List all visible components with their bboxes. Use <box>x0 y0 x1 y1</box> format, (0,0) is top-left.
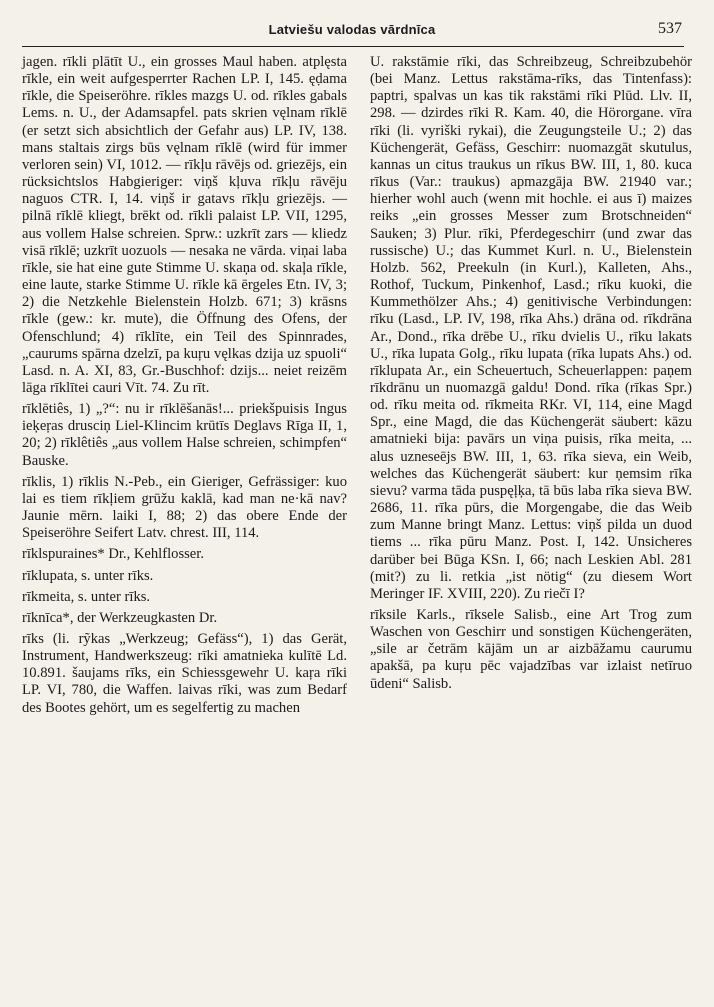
running-title: Latviešu valodas vārdnīca <box>268 22 436 37</box>
page-header <box>22 18 682 42</box>
dictionary-entry: rīknīca*, der Werkzeugkasten Dr. <box>22 609 218 626</box>
dictionary-entry: rīksile Karls., rīksele Salisb., eine Art Trog zum Waschen von Geschirr und sonstigen Küchengeräten, „sile ar četrām kājām un ar aizbāžamu caurumu apakšā, pa kuŗu pēc vajadzības var izlaist netīruo ūdeni“ Salisb. <box>370 607 692 692</box>
left-column <box>22 54 347 717</box>
dictionary-entry: U. rakstāmie rīki, das Schreibzeug, Schreibzubehör (bei Manz. Lettus rakstāma-rīks, das Tintenfass): paptri, spalvas un kas tik rakstāmi rīki Plūd. Llv. II, 298. — dzirdes rīki R. Kam. 40, die Hörorgane. vīra rīki (li. vyriški rykai), die Zeugungsteile U.; 2) das Küchengerät, Gefäss, Geschirr: nuomazgāt skutulus, kannas un citus traukus un rīkus BW. III, 1, 80. kuca rīkus (Var.: traukus) apmazgāja BW. 21940 var.; hierher wohl auch (wenn mit hochle. ei aus ī) maizes reiks „ein grosses Messer zum Brotschneiden“ Sauken; 3) Plur. rīki, Pferdegeschirr (und zwar das russische) U.; das Kummet Kurl. n. U., Bielenstein Holzb. 562, Preekuln (in Kurl.), Kalleten, Ahs., Rothof, Tuckum, Pinkenhof, Lasd.; rīku kuoki, die Kummethölzer Ahs.; 4) genitivische Verbindungen: rīku (Lasd., LP. IV, 198, rīka Ahs.) drāna od. rīkdrāna Ar., Dond., rīka drēbe U., rīku dvielis U., rīku lakats U., rīka lupata Golg., rīku lupata (rīka lupats Ahs.) od. rīklupata Ar., ein Scheuertuch, Scheuerlappen: paņem rīkdrānu un nuomazgā galdu! Dond. rīka (rīkas Spr.) od. rīku meita od. rīkmeita RKr. VI, 114, eine Magd Spr., eine Magd, die das Küchengerät säubert: kāzu amatnieki bija: pavārs un viņa puisis, rīka meita, ... alus uzneseējs BW. III, 1, 63. rīka sieva, ein Weib, welches das Küchengerät säubert: kur ņemsim rīka sievu? varma tāda puspęļķa, tā būs laba rīka sieva BW. 2686, 11. rīka pūrs, die Morgengabe, die das Weib zum Manne bringt Manz. Lettus: viņš pilda un duod tiems ... rīka pūru Manz. Post. I, 142. Unsicheres darüber bei Būga KSn. I, 66; nach Leskien Abl. 281 (mit?) zu li. retkia „ist nötig“ (zu diesem Wort Meringer IF. XVIII, 220). Zu riečī I? <box>370 54 692 602</box>
dictionary-entry: jagen. rīkli plātīt U., ein grosses Maul haben. atplęsta rīkle, ein weit aufgesperrter Rachen LP. I, 145. ęḍama rīkle, die Speiseröhre. rīkles mazgs U. od. rīkles gabals Lems. n. U., der Adamsapfel. pats skrien vęlnam rīklē (er setzt sich absichtlich der Gefahr aus) LP. IV, 138. mans staltais zirgs būs vęlnam rīklē (wird für immer verloren sein) VI, 1012. — rīkļu rāvējs od. griezējs, ein rücksichtslos Habgieriger: viņš kļuva rīkļu rāvēju naguos CTR. I, 14. viņš ir gatavs rīkļu griezējs. — pilnā rīklē kliegt, brēkt od. rīkli palaist LP. VII, 1295, aus vollem Halse schreien. Sprw.: uzkrīt zars — kliedz visā rīklē; uzkrīt uozuols — nesaka ne vārda. viņai laba rīkle, sie hat eine gute Stimme U. skaņa od. skaļa rīkle, eine laute, starke Stimme U. rīkle kā ērgeles Etn. IV, 3; 2) die Netzkehle Bielenstein Holzb. 671; 3) krāsns rīkle (gew.: kr. mute), die Öffnung des Ofens, der Ofenschlund; 4) rīklīte, ein Teil des Spinnrades, „caurums spārna dzelzī, pa kuŗu vęlkas dzija uz spuoli“ Lasd. n. A. XI, 83, Gr.-Buschhof: dzijs... neiet reizēm lāga rīklītei cauri Vīt. 74. Zu rīt. <box>22 54 347 396</box>
dictionary-entry: rīklētiês, 1) „?“: nu ir rīklēšanās!... priekšpuisis Ingus ieķeŗas drusciņ Liel-Klincim krūtīs Deglavs Rīga II, 1, 20; 2) rīklêtiês „aus vollem Halse schreien, schimpfen“ Bauske. <box>22 401 347 469</box>
dictionary-entry: rīks (li. rỹkas „Werkzeug; Gefäss“), 1) das Gerät, Instrument, Handwerkszeug: rīki amatnieka kulītē Ld. 10.891. šaujams rīks, ein Schiessgewehr U. kaŗa rīki LP. VI, 780, die Waffen. laivas rīki, was zum Bedarf des Bootes gehört, um es segelfertig zu machen <box>22 631 347 716</box>
page-number: 537 <box>658 20 682 37</box>
dictionary-entry: rīklis, 1) rīklis N.-Peb., ein Gieriger, Gefrässiger: kuo lai es tiem rīkļiem grūžu kaklā, kad man ne·kā nav? Jaunie mērn. laiki I, 88; 2) das obere Ende der Speiseröhre Seifert Latv. chrest. III, 114. <box>22 473 347 542</box>
dictionary-entry: rīkmeita, s. unter rīks. <box>22 588 151 605</box>
dictionary-entry: rīklspuraines* Dr., Kehlflosser. <box>22 546 204 563</box>
dictionary-entry: rīklupata, s. unter rīks. <box>22 567 154 584</box>
right-column <box>370 54 692 693</box>
header-rule <box>22 46 684 47</box>
